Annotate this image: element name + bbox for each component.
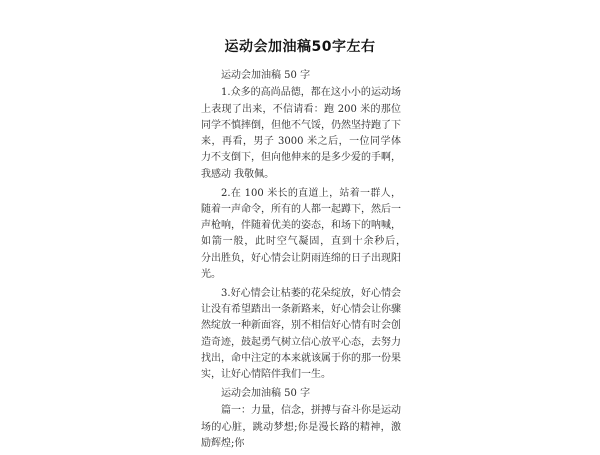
paragraph: 3.好心情会让枯萎的花朵绽放，好心情会让没有希望踏出一条新路来，好心情会让你骤然绽放一种新面容，别不相信好心情有时会创造奇迹，鼓起勇气树立信心放平心态，去努力找出，命中注定的本来就该属于你的那一份果实，让好心情陪伴我们一生。 — [201, 287, 401, 381]
paragraph: 2.在 100 米长的直道上，站着一群人，随着一声命令，所有的人都一起蹲下，然后一声枪响，伴随着优美的姿态，和场下的呐喊，如箭一般，此时空气凝固，直到十余秒后， 分出胜负，好心情会让阴雨连绵的日子出现阳光。 — [201, 187, 411, 281]
paragraph: 1.众多的高尚品德，都在这小小的运动场上表现了出来，不信请看：跑 200 米的那位同学不慎摔倒，但他不气馁，仍然坚持跑了下来，再看，男子 3000 米之后，一位同学体力不支倒下，但向他伸来的是多少爱的手啊，我感动 我敬佩。 — [201, 87, 401, 180]
document-body — [201, 68, 411, 455]
section-heading: 运动会加油稿 50 字 — [221, 70, 311, 81]
paragraph: 篇一：力量，信念，拼搏与奋斗你是运动场的心脏，跳动梦想;你是漫长路的精神，激励辉煌;你 — [201, 405, 401, 450]
document-title: 运动会加油稿50字左右 — [224, 39, 376, 55]
section-heading: 运动会加油稿 50 字 — [221, 388, 311, 400]
